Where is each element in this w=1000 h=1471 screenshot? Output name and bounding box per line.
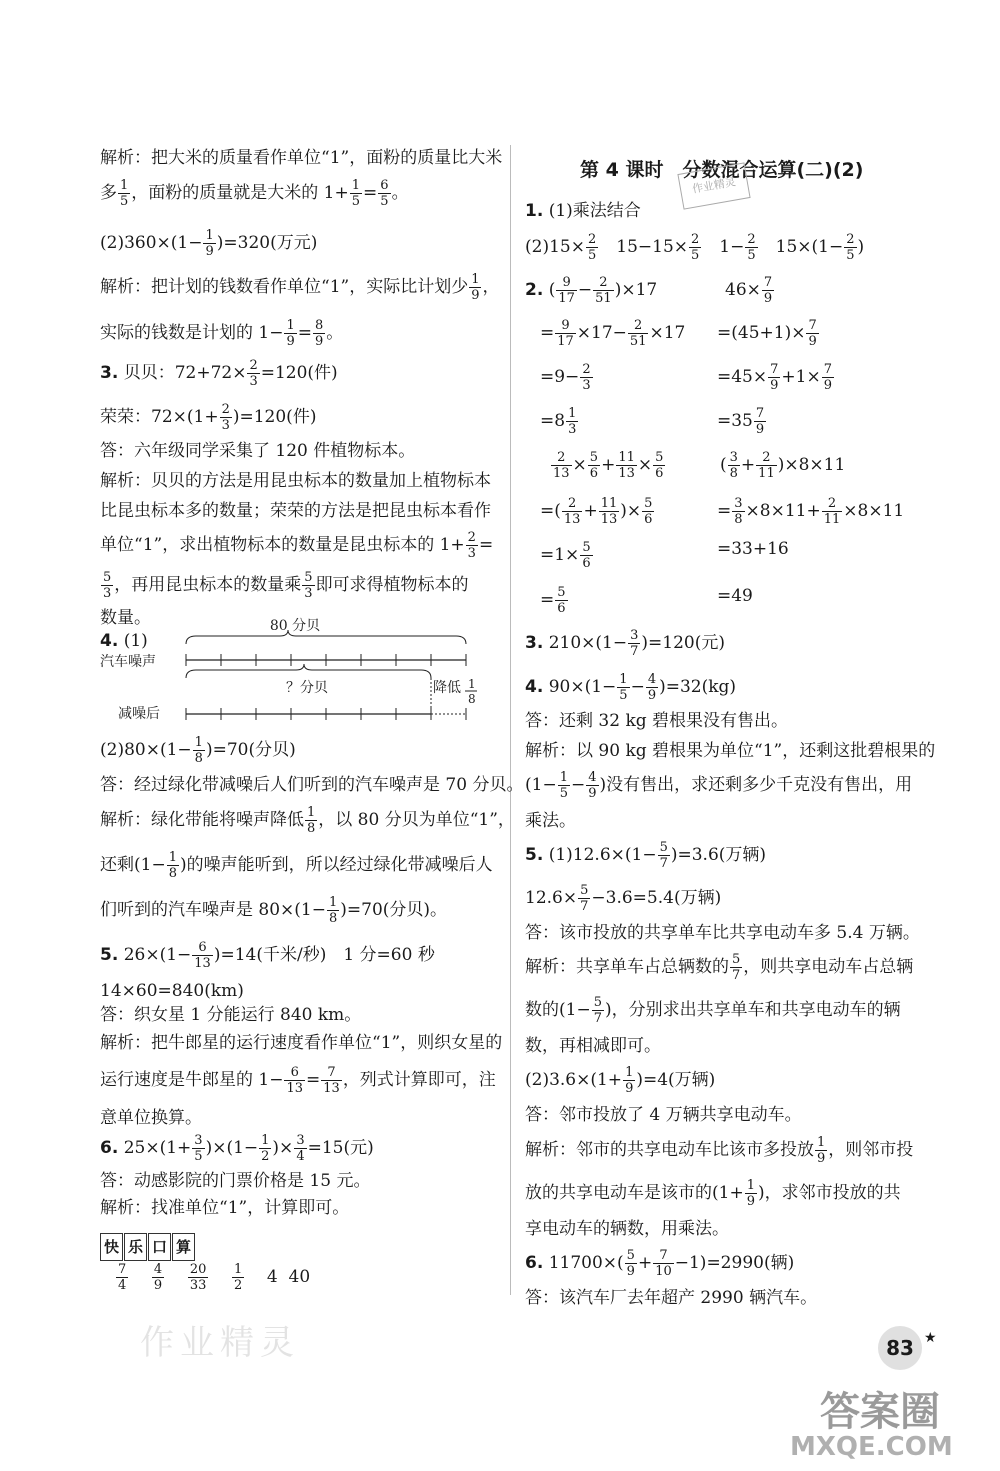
diagram-reduce-label: 降低	[433, 680, 461, 696]
diagram-reduce-den: 8	[468, 692, 476, 706]
text-line: 享电动车的辆数，用乘法。	[525, 1219, 729, 1239]
text-line: 单位“1”，求出植物标本的数量是昆虫标本的 1+ $\frac{2}{3}$ =	[100, 530, 494, 561]
question-5: 5. 26×(1− $\frac{6}{13}$ )=14(千米/秒) 1 分=60 秒	[100, 940, 435, 971]
text-line: 解析：邻市的共享电动车比该市多投放 $\frac{1}{9}$ ，则邻市投	[525, 1135, 914, 1166]
question-3: 3. 210×(1− $\frac{3}{7}$ )=120(元)	[525, 628, 725, 659]
text-line: 数的(1− $\frac{5}{7}$ )，分别求出共享单车和共享电动车的辆	[525, 995, 901, 1026]
text-line: (2)360×(1− $\frac{1}{9}$ )=320(万元)	[100, 228, 318, 259]
diagram-after-label: 减噪后	[118, 706, 160, 722]
watermark-text: 作业精灵	[140, 1323, 300, 1363]
calc-line: =8 $\frac{1}{3}$	[540, 406, 577, 437]
text-line: 14×60=840(km)	[100, 981, 244, 1001]
text-line: $\frac{5}{3}$ ，再用昆虫标本的数量乘 $\frac{5}{3}$ 即可求得植物标本的	[103, 570, 469, 601]
text-line: 们听到的汽车噪声是 80×(1− $\frac{1}{8}$ )=70(分贝)。	[100, 895, 448, 926]
answer-line: 答：该市投放的共享单车比共享电动车多 5.4 万辆。	[525, 923, 920, 943]
text-line: 比昆虫标本多的数量；荣荣的方法是把昆虫标本看作	[100, 501, 491, 521]
seal-stamp: 作业精灵	[677, 162, 750, 209]
column-divider	[510, 145, 511, 1295]
star-icon: ★	[924, 1330, 937, 1346]
calc-line: =33+16	[717, 539, 789, 559]
question-4: 4. (1)	[100, 631, 148, 651]
question-3: 3. 贝贝：72+72× $\frac{2}{3}$ =120(件)	[100, 358, 338, 389]
question-6: 6. 25×(1+ $\frac{3}{5}$ )×(1− $\frac{1}{2}$ )× $\frac{3}{4}$ =15(元)	[100, 1133, 374, 1164]
answer-line: 答：邻市投放了 4 万辆共享电动车。	[525, 1105, 802, 1125]
text-line: 解析：把计划的钱数看作单位“1”，实际比计划少 $\frac{1}{9}$ ，	[100, 272, 500, 303]
text-line: 数，再相减即可。	[525, 1036, 661, 1056]
diagram-car-label: 汽车噪声	[100, 654, 156, 670]
lesson-title: 第 4 课时 分数混合运算(二)(2)	[580, 159, 864, 181]
answer-line: 答：织女星 1 分能运行 840 km。	[100, 1005, 362, 1025]
text-line: 多 $\frac{1}{5}$ ，面粉的质量就是大米的 1+ $\frac{1}{5}$ = $\frac{6}{5}$ 。	[100, 178, 409, 209]
diagram-total-label: 80 分贝	[269, 618, 321, 634]
text-line: (1− $\frac{1}{5}$ − $\frac{4}{9}$ )没有售出，求还剩多少千克没有售出，用	[525, 770, 913, 801]
question-2: 2. ( $\frac{9}{17}$ − $\frac{2}{51}$ )×17	[525, 275, 658, 306]
text-line: (2)3.6×(1+ $\frac{1}{9}$ )=4(万辆)	[525, 1065, 716, 1096]
diagram-question-label: ？分贝	[286, 680, 328, 696]
watermark-logo-text: 答案圈	[820, 1389, 940, 1435]
calc-line: = $\frac{3}{8}$ ×8×11+ $\frac{2}{11}$ ×8×11	[717, 496, 905, 527]
answer-line: 答：六年级同学采集了 120 件植物标本。	[100, 441, 416, 461]
calc-line: =9− $\frac{2}{3}$	[540, 362, 591, 393]
text-line: 意单位换算。	[100, 1108, 202, 1128]
text-line: (2)15× $\frac{2}{5}$ 15−15× $\frac{2}{5}$ 1− $\frac{2}{5}$ 15×(1− $\frac{2}{5}$ )	[525, 232, 865, 263]
calc-line: =1× $\frac{5}{6}$	[540, 540, 591, 571]
page-number: 83	[878, 1326, 922, 1370]
text-line: 解析：找准单位“1”，计算即可。	[100, 1198, 350, 1218]
text-line: 12.6× $\frac{5}{7}$ −3.6=5.4(万辆)	[525, 883, 722, 914]
calc-line: 46× $\frac{7}{9}$	[725, 275, 773, 306]
text-line: 解析：把牛郎星的运行速度看作单位“1”，则织女星的	[100, 1033, 503, 1053]
text-line: 解析：贝贝的方法是用昆虫标本的数量加上植物标本	[100, 471, 491, 491]
text-line: 荣荣：72×(1+ $\frac{2}{3}$ )=120(件)	[100, 402, 317, 433]
text-line: 解析：以 90 kg 碧根果为单位“1”，还剩这批碧根果的	[525, 741, 936, 761]
question-5: 5. (1)12.6×(1− $\frac{5}{7}$ )=3.6(万辆)	[525, 840, 767, 871]
diagram-reduce-num: 1	[468, 677, 476, 691]
question-4: 4. 90×(1− $\frac{1}{5}$ − $\frac{4}{9}$ )=32(kg)	[525, 672, 737, 703]
calc-line: $\frac{2}{13}$ × $\frac{5}{6}$ + $\frac{11}{13}$ × $\frac{5}{6}$	[553, 450, 664, 481]
answer-line: 答：经过绿化带减噪后人们听到的汽车噪声是 70 分贝。	[100, 775, 524, 795]
text-line: 数量。	[100, 608, 151, 628]
calc-line: =( $\frac{2}{13}$ + $\frac{11}{13}$ )× $\frac{5}{6}$	[540, 496, 653, 527]
calc-line: = $\frac{9}{17}$ ×17− $\frac{2}{51}$ ×17	[540, 318, 686, 349]
text-line: 解析：把大米的质量看作单位“1”，面粉的质量比大米	[100, 148, 503, 168]
answer-line: 答：还剩 32 kg 碧根果没有售出。	[525, 711, 789, 731]
text-line: 乘法。	[525, 811, 576, 831]
calc-line: =45× $\frac{7}{9}$ +1× $\frac{7}{9}$	[717, 362, 832, 393]
text-line: (2)80×(1− $\frac{1}{8}$ )=70(分贝)	[100, 735, 296, 766]
question-6: 6. 11700×( $\frac{5}{9}$ + $\frac{7}{10}$ −1)=2990(辆)	[525, 1248, 795, 1279]
text-line: 解析：共享单车占总辆数的 $\frac{5}{7}$ ，则共享电动车占总辆	[525, 952, 914, 983]
calc-line: =35 $\frac{7}{9}$	[717, 406, 765, 437]
text-line: 解析：绿化带能将噪声降低 $\frac{1}{8}$ ，以 80 分贝为单位“1”，	[100, 805, 515, 836]
calc-line: =(45+1)× $\frac{7}{9}$	[717, 318, 817, 349]
kuaile-answers: $\frac{7}{4}$ $\frac{4}{9}$ $\frac{20}{33}$ $\frac{1}{2}$ 4 40	[118, 1262, 311, 1293]
text-line: 实际的钱数是计划的 1− $\frac{1}{9}$ = $\frac{8}{9}$ 。	[100, 318, 344, 349]
text-line: 还剩(1− $\frac{1}{8}$ )的噪声能听到，所以经过绿化带减噪后人	[100, 850, 493, 881]
calc-line: = $\frac{5}{6}$	[540, 585, 566, 616]
text-line: 运行速度是牛郎星的 1− $\frac{6}{13}$ = $\frac{7}{13}$ ，列式计算即可，注	[100, 1065, 496, 1096]
question-1: 1. (1)乘法结合	[525, 201, 641, 221]
kuaile-kousuan-label: 快 乐 口 算	[100, 1233, 196, 1261]
calc-line: =49	[717, 586, 753, 606]
watermark-url: MXQE.COM	[790, 1432, 953, 1462]
text-line: 放的共享电动车是该市的(1+ $\frac{1}{9}$ )，求邻市投放的共	[525, 1178, 901, 1209]
answer-line: 答：动感影院的门票价格是 15 元。	[100, 1171, 371, 1191]
answer-line: 答：该汽车厂去年超产 2990 辆汽车。	[525, 1288, 818, 1308]
calc-line: ( $\frac{3}{8}$ + $\frac{2}{11}$ )×8×11	[720, 450, 846, 481]
